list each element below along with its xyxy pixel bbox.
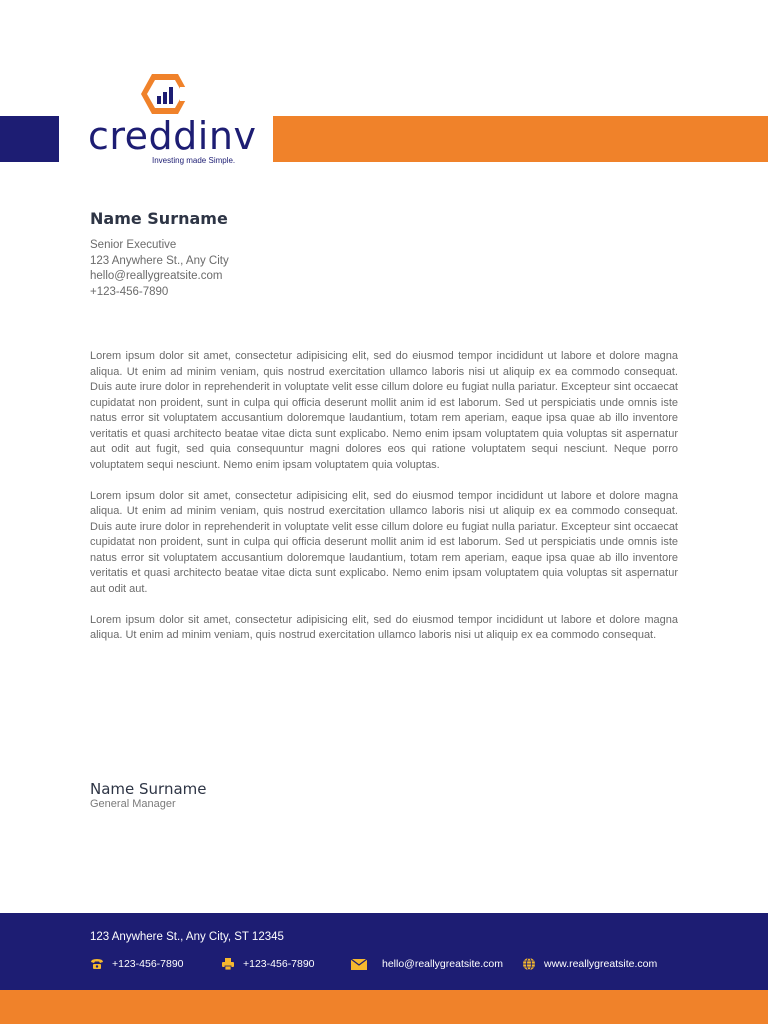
signature-name: Name Surname bbox=[90, 780, 207, 798]
body-paragraph: Lorem ipsum dolor sit amet, consectetur adipisicing elit, sed do eiusmod tempor incididunt ut labore et dolore magna aliqua. Ut enim ad minim veniam, quis nostrud exercitation ullamco laboris nisi ut aliquip ex ea commodo consequat. bbox=[90, 613, 678, 641]
mail-icon bbox=[350, 957, 368, 971]
signature-title: General Manager bbox=[90, 798, 176, 810]
header-bar-left bbox=[0, 116, 59, 162]
header-bar-right bbox=[273, 116, 768, 162]
sender-address: 123 Anywhere St., Any City bbox=[90, 254, 229, 267]
logo-tagline: Investing made Simple. bbox=[152, 156, 236, 165]
footer-address: 123 Anywhere St., Any City, ST 12345 bbox=[90, 931, 284, 943]
footer-phone-text: +123-456-7890 bbox=[112, 958, 184, 970]
footer-fax-text: +123-456-7890 bbox=[243, 958, 315, 970]
body-paragraph: Lorem ipsum dolor sit amet, consectetur adipisicing elit, sed do eiusmod tempor incididunt ut labore et dolore magna aliqua. Ut enim ad minim veniam, quis nostrud exercitation ullamco laboris nisi ut aliquip ex ea commodo consequat. Duis aute irure dolor in reprehenderit in voluptate velit esse cillum dolore eu fugiat nulla pariatur. Excepteur sint occaecat cupidatat non proident, sunt in culpa qui officia deserunt mollit anim id est laborum. Sed ut perspiciatis unde omnis iste natus error sit voluptatem accusantium doloremque laudantium, totam rem aperiam, eaque ipsa quae ab illo inventore veritatis et quasi architecto beatae vitae dicta sunt explicabo. Nemo enim ipsam voluptatem quia voluptas sit aspernatur aut odit aut. bbox=[90, 489, 678, 595]
signature-block bbox=[90, 780, 207, 811]
footer-phone bbox=[90, 957, 184, 971]
footer-email-text: hello@reallygreatsite.com bbox=[382, 958, 503, 970]
globe-icon bbox=[522, 957, 536, 971]
sender-phone: +123-456-7890 bbox=[90, 285, 169, 298]
body-paragraph: Lorem ipsum dolor sit amet, consectetur adipisicing elit, sed do eiusmod tempor incididunt ut labore et dolore magna aliqua. Ut enim ad minim veniam, quis nostrud exercitation ullamco laboris nisi ut aliquip ex ea commodo consequat. Duis aute irure dolor in reprehenderit in voluptate velit esse cillum dolore eu fugiat nulla pariatur. Excepteur sint occaecat cupidatat non proident, sunt in culpa qui officia deserunt mollit anim id est laborum. Sed ut perspiciatis unde omnis iste natus error sit voluptatem accusantium doloremque laudantium, totam rem aperiam, eaque ipsa quae ab illo inventore veritatis et quasi architecto beatae vitae dicta sunt explicabo. Nemo enim ipsam voluptatem quia voluptas sit aspernatur aut odit aut fugit, sed quia consequuntur magni dolores eos qui ratione voluptatem sequi nesciunt. Neque porro voluptatem sequi nesciunt. Nemo enim ipsam voluptatem quia voluptas. bbox=[90, 350, 678, 471]
company-logo bbox=[88, 72, 272, 168]
sender-name: Name Surname bbox=[90, 209, 228, 228]
footer-stripe bbox=[0, 990, 768, 1024]
phone-icon bbox=[90, 957, 104, 971]
footer bbox=[0, 913, 768, 990]
footer-website bbox=[522, 957, 657, 971]
logo-wordmark: creddinv bbox=[88, 114, 257, 158]
sender-block bbox=[90, 209, 229, 300]
sender-email: hello@reallygreatsite.com bbox=[90, 270, 223, 282]
fax-icon bbox=[221, 957, 235, 971]
sender-title: Senior Executive bbox=[90, 239, 177, 251]
logo-chart-icon bbox=[140, 72, 190, 116]
footer-email bbox=[350, 957, 503, 971]
footer-website-text: www.reallygreatsite.com bbox=[544, 958, 658, 970]
letter-body bbox=[90, 349, 678, 659]
footer-fax bbox=[221, 957, 315, 971]
